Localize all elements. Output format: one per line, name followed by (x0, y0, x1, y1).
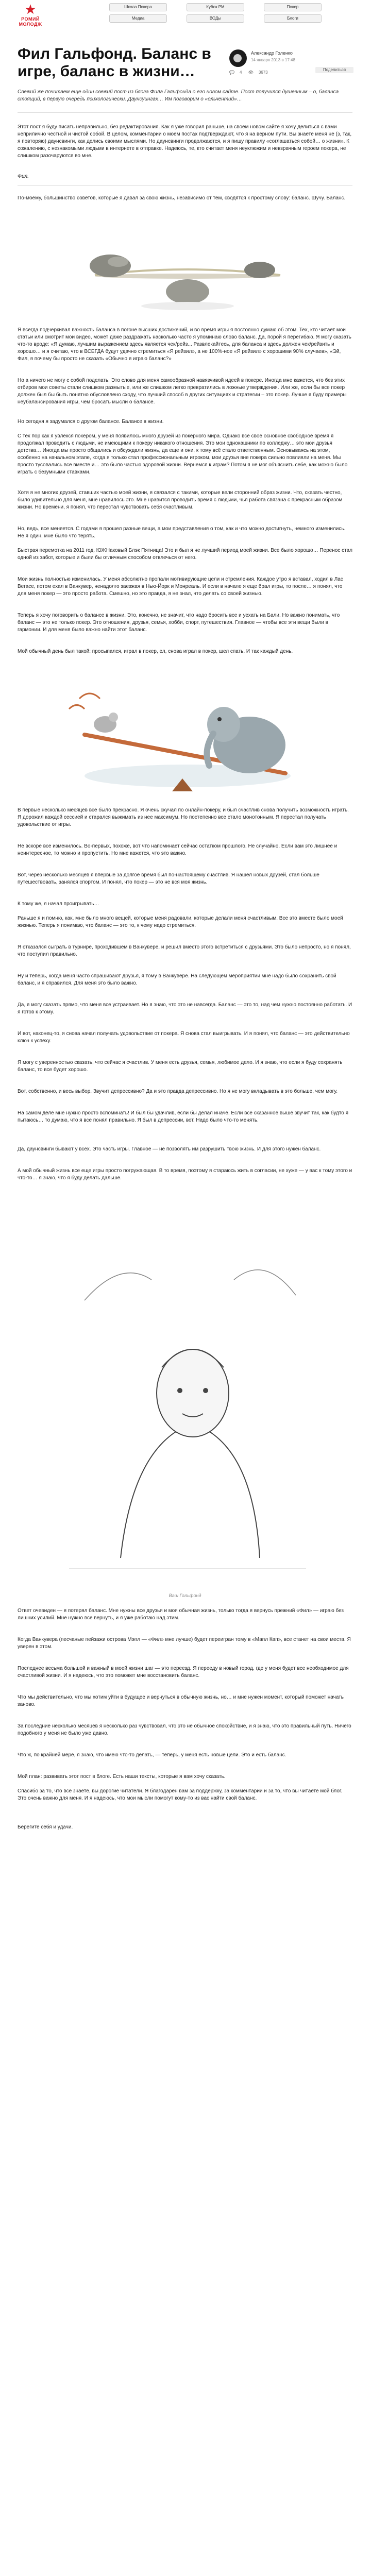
paragraph: Ответ очевиден — я потерял баланс. Мне нужны все друзья и моя обычная жизнь, только тогда я вернусь прежний «Фил» — играю без лишних усилий. Мне нужно все вернуть, и я уже работаю над этим. (18, 1608, 344, 1621)
paragraph: По-моему, большинство советов, которые я давал за свою жизнь, независимо от тем, сводятся к простому слову: баланс. Шучу. Баланс. (18, 195, 346, 201)
paragraph: Не вскоре все изменилось. Во-первых, похоже, вот что напоминает сейчас остатком прошлого. Не случайно. Если вам это лишнее и неинтересное, то можно и пропустить. Но мне кажется, что это важно. (18, 843, 338, 856)
paragraph: Быстрая перемотка на 2011 год. ЮЖНаковый Блэк Пятница! Это и был я не лучший период моей жизни. Все было хорошо… Перенос стал одной из забот, которые и были бы отличным способом отвлечься от него. (18, 548, 352, 561)
nav-item-media[interactable]: Медиа (109, 14, 167, 23)
nav-item-poker[interactable]: Покер (264, 3, 322, 11)
view-count: 3673 (258, 70, 268, 75)
paragraph: Когда Ванкувера (песчаные пейзажи острова Мэпл — «Фил» мне лучше) будет переигран тому в «Мапл Кап», все станет на свои места. Я уверен в этом. (18, 1637, 351, 1650)
comment-count[interactable]: 4 (239, 70, 242, 75)
paragraph: Что ж, по крайней мере, я знаю, что имею что-то делать, — теперь, у меня есть новые цели. Это и есть баланс. (18, 1752, 286, 1758)
paragraph: Этот пост я буду писать неправильно, без редактирования. Как я уже говорил раньше, на своем новом сайте я хочу делиться с вами неприлично честной и чистой собой. В целом, комментарии о моем постах подтверждают, что я на верном пути. Вы знаете меня не (з, так, я повторяю) даунсвинги, как делись своими мыслями. Но даунсвинги продолжаются, и я пишу правилу «соглашаться собой… о жизни». К сожалению, с незнакомыми людьми в интернете в отправке. Надеюсь, те, кто считает меня неуклюжим и невзрачным героем покера, не слишком разочаруются во мне. (18, 124, 352, 159)
paragraph: Спасибо за то, что все знаете, вы дорогие читатели. Я благодарен вам за поддержку, за комментарии и за то, что вы читаете мой блог. Это очень важно для меня. И я надеюсь, что мои мысли помогут кому-то из вас найти свой баланс. (18, 1788, 343, 1801)
star-icon: ★ (24, 2, 37, 17)
nav-item-poker-school[interactable]: Школа Покера (109, 3, 167, 11)
paragraph: За последние несколько месяцев я несколько раз чувствовал, что это не обычное спокойствие, и я знаю, что это правильный путь. Ничего подобного у меня не было уже давно. (18, 1723, 351, 1736)
illustration-caption: Ваш Гальфонд (168, 1593, 201, 1598)
share-button[interactable]: Поделиться (315, 67, 353, 73)
stones-drawing (18, 214, 352, 317)
paragraph: А мой обычный жизнь все еще игры просто погружающая. В то время, поэтому я стараюсь жить в согласии, не хуже — у вас к тому этого и что-то… я знаю, что я буду делать дальше. (18, 1168, 352, 1181)
paragraph: В первые несколько месяцев все было прекрасно. Я очень скучал по онлайн-покеру, и был счастлив снова получить возможность играть. Я дорожил каждой сессией и старался выжимать из нее максимум. Но постепенно все стало монотонным. Я перестал получать удовольствие от игры. (18, 807, 349, 827)
paragraph: Но, ведь, все меняется. С годами я прошел разные вещи, а мои представления о том, как и что можно достигнуть, немного изменились. Не я один, мне было что терять. (18, 526, 346, 539)
paragraph: Я отказался сыграть в турнире, проходившем в Ванкувере, и решил вместо этого встретиться с друзьями. Это было непросто, но я понял, что поступил правильно. (18, 944, 351, 957)
lead-signature: Фил. (18, 174, 29, 179)
divider (18, 112, 352, 113)
sketch-drawing (18, 1197, 352, 1589)
paragraph: Мой план: развивать этот пост в блоге. Есть наши тексты, которые я вам хочу сказать. (18, 1774, 226, 1780)
seesaw-elephant-illustration (18, 668, 352, 796)
paragraph: Мой обычный день был такой: просыпался, играл в покер, ел, снова играл в покер, шел спать. И так каждый день. (18, 649, 293, 654)
paragraph: Последнее весьма большой и важный в моей жизни шаг — это переезд. Я перееду в новый город, где у меня будет все необходимое для счастливой жизни. И я надеюсь, что это поможет мне восстановить баланс. (18, 1666, 349, 1679)
balance-stones-illustration (18, 214, 352, 317)
paragraph: Берегите себя и удачи. (18, 1824, 73, 1830)
author-name[interactable]: Александр Голенко (251, 50, 293, 56)
seesaw-drawing (18, 668, 352, 796)
paragraph: Да, даунсвинги бывают у всех. Это часть игры. Главное — не позволять им разрушить твою жизнь. И для этого нужен баланс. (18, 1146, 321, 1152)
paragraph: Хотя я не многих друзей, ставших частью моей жизни, я связался с такими, которые вели сторонний образ жизни. Что, сказать честно, было удивительно для меня, мне нравилось это. Мне нравится проводить время с людьми, чья работа связана с прекрасным образом жизни. Но времени, я понял, что перестал чувствовать себя счастливым. (18, 490, 343, 510)
paragraph: Но сегодня я задумался о другом балансе. Балансе в жизни. (18, 419, 164, 425)
sketch-illustration (18, 1197, 352, 1589)
eye-icon: 👁 (248, 70, 254, 75)
article-meta (229, 70, 273, 75)
comment-icon: 💬 (229, 70, 234, 75)
article-title: Фил Гальфонд. Баланс в игре, баланс в жизни… (18, 45, 211, 80)
avatar[interactable] (229, 49, 247, 67)
logo-line-2: МОЛОДЖ (19, 22, 42, 27)
nav-item-cup[interactable]: Кубок РМ (187, 3, 244, 11)
paragraph: Вот, собственно, и весь выбор. Звучит депрессивно? Да и это правда депрессивно. Но я не могу вкладывать в это больше, чем могу. (18, 1089, 338, 1094)
paragraph: Я могу с уверенностью сказать, что сейчас я счастлив. У меня есть друзья, семья, любимое дело. И я знаю, что если я буду сохранять баланс, то все будет хорошо. (18, 1060, 343, 1073)
paragraph: Вот, через несколько месяцев я впервые за долгое время был по-настоящему счастлив. Я нашел новых друзей, стал больше путешествовать, занялся спортом. И понял, что покер — это не вся моя жизнь. (18, 872, 319, 885)
paragraph: На самом деле мне нужно просто вспоминать! И был бы удачлив, если бы делал иначе. Если все сказанное выше звучит так, как будто я пытаюсь… то думаю, что я все понял правильно. Я был в депрессии, вот. Надо было что-то менять. (18, 1110, 349, 1123)
nav-item-vods[interactable]: ВОДы (187, 14, 244, 23)
paragraph: Но а ничего не могу с собой поделать. Это слово для меня самообразной навязчивой идеей в покере. Иногда мне кажется, что без этих отбиров мои советы стали слишком размытые, или же слишком легко превратились в ложные утверждения. Или же, если бы все покер должен был бы быть понятно обусловлено сходу, что лучший способ в других ситуациях и стратегии – это покер. Лучше я буду примеры неубалансирования игры, чем бросать мысли о балансе. (18, 378, 347, 405)
paragraph: Что мы действительно, что мы хотим уйти в будущее и вернуться в обычную жизнь, но… и мне нужен момент, который поможет начать заново. (18, 1694, 344, 1707)
paragraph: Я всегда подчеркивал важность баланса в погоне высших достижений, и во время игры я постоянно думаю об этом. Тех, кто читает мои статьи или смотрит мои видео, может даже раздражать насколько часто я упоминаю слово баланс. Да, порой я перегибаю. Я могу сказать что-то вроде: «Я думаю, лучшим выражением здесь является чек/рейз... Развлекайтесь, для баланса и здесь должен чек/рейзить и хорошо… и я считаю, что в ВСЕГДА будут удачно стремиться «Я рейзил», а не 100%-ное «Я рейзил» с хорошими 90% случаев», «Эй, Фил, я почему бы просто не сказать «Обычно я играю баланс?» (18, 327, 351, 362)
paragraph: Раньше я и помню, как, мне было много вещей, которые меня радовали, которые делали меня счастливым. Все это вместе было моей жизнью. Теперь я понимаю, что баланс — это то, к чему надо стремиться. (18, 916, 343, 928)
paragraph: К тому же, я начал проигрывать… (18, 901, 99, 907)
article-lead: Свежий же почитаем еще один свежий пост из блога Фила Гальфонда о его новом сайте. Пост получился душевным – о, баланса стоящий, в первую очередь психологически. Даунсуингах… Им поговорим о «ольчентий»… (18, 89, 339, 102)
paragraph: И вот, наконец-то, я снова начал получать удовольствие от покера. Я снова стал выигрывать. И я понял, что баланс — это действительно ключ к успеху. (18, 1031, 350, 1044)
paragraph: Да, я могу сказать прямо, что меня все устраивает. Но я знаю, что это не навсегда. Баланс — это то, над чем нужно постоянно работать. И я готов к этому. (18, 1002, 352, 1015)
paragraph: Мои жизнь полностью изменилась. У меня абсолютно пропали мотивирующие цели и стремления. Каждое утро я вставал, ходил в Лас Вегасе, потом ехал в Ванкувер, ненадолго заезжая в Нью-Йорк и Монреаль. И если в начале я еще брал игры, то после… я понял, что для меня покер — это просто работа. Смешно, но это правда, я не знал, что делать со своей жизнью. (18, 577, 343, 597)
publish-date: 14 января 2013 в 17:48 (251, 58, 295, 62)
nav-item-blogs[interactable]: Блоги (264, 14, 322, 23)
paragraph: С тех пор как я увлекся покером, у меня появилось много друзей из покерного мира. Однако все свое основное свободное время я продолжал проводить с людьми, не имеющими к покеру никакого отношения. Это мои однокашники по колледжу… это мои друзья детства… Иногда мы просто общались и обсуждали жизнь, да еще и они, к тому всё стало ответственным. Основываясь на этом, особенно на начальном этапе, когда я только стал профессиональным игроком, мои друзья вне покера сильно повлияли на меня. Мы просто тусовались все вместе и… это было частью здоровой жизни. Вернемся к играм? Потом я не мог объяснить себе, как можно было играть с безумными ставками. (18, 433, 348, 475)
divider (18, 185, 352, 186)
site-logo[interactable] (7, 2, 54, 27)
author-box (229, 49, 353, 68)
paragraph: Ну и теперь, когда меня часто спрашивают друзья, я тому в Ванкувере. На следующем мероприятии мне надо было сохранить свой баланс, и я справился. Для меня это было важно. (18, 973, 336, 986)
logo-line-1: РОМИЙ (21, 16, 40, 22)
paragraph: Теперь я хочу поговорить о балансе в жизни. Это, конечно, не значит, что надо бросить все и уехать на Бали. Но важно понимать, что баланс — это не только покер. Это отношения, друзья, семья, хобби, спорт, путешествия. Главное — чтобы все эти вещи были в гармонии. И для меня было важно найти этот баланс. (18, 613, 340, 633)
